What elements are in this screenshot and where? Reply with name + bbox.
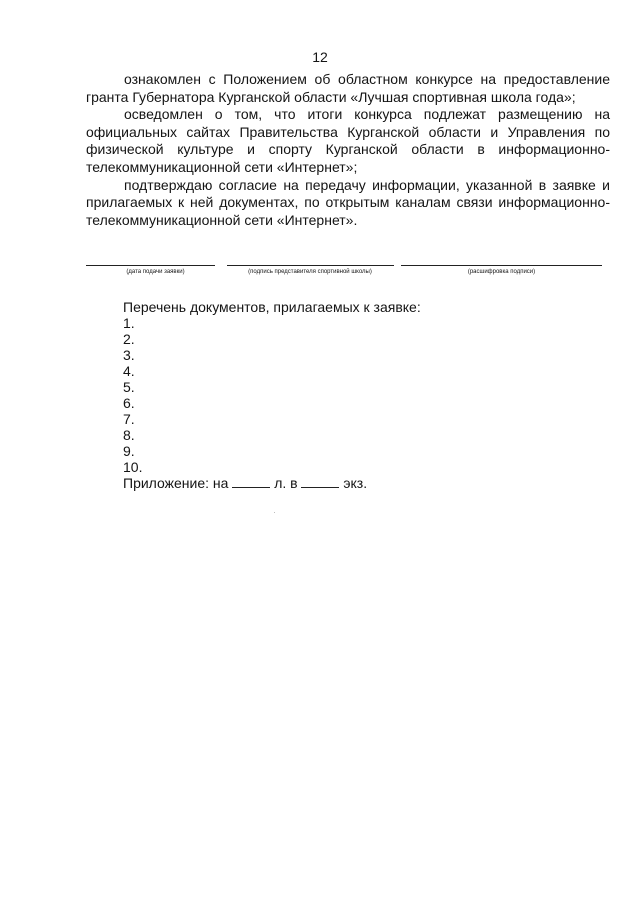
transcript-caption: (расшифровка подписи) [467,269,536,275]
list-item: 1. [123,315,135,331]
pages-blank [232,476,270,488]
transcript-line [401,265,602,266]
copies-blank [301,476,339,488]
documents-heading: Перечень документов, прилагаемых к заявке: [123,299,421,315]
attachment-suffix: экз. [343,475,368,491]
list-item: 9. [123,443,135,459]
consent-text [86,71,610,229]
list-item: 7. [123,411,135,427]
list-item: 6. [123,395,135,411]
signature-caption: (подпись представителя спортивной школы) [248,269,372,275]
date-caption: (дата подачи заявки) [126,269,185,275]
attachment-middle: л. в [274,475,298,491]
date-line [86,265,215,266]
list-item: 10. [123,459,143,475]
documents-list [123,299,421,491]
list-item: 5. [123,379,135,395]
list-item: 4. [123,363,135,379]
paragraph-consent: подтверждаю согласие на передачу информации, указанной в заявке и прилагаемых к ней документах, по открытым каналам связи информационно-телекоммуникационной сети «Интернет». [86,176,610,228]
list-item: 8. [123,427,135,443]
scan-speck [274,512,275,513]
attachment-line [123,475,421,491]
attachment-prefix: Приложение: на [123,475,229,491]
paragraph-informed: осведомлен о том, что итоги конкурса подлежат размещению на официальных сайтах Правительства Курганской области и Управления по физической культуре и спорту Курганской области в информационно-телекоммуникационной сети «Интернет»; [86,106,610,175]
list-item: 2. [123,331,135,347]
signature-line [227,265,394,266]
list-item: 3. [123,347,135,363]
page-number: 12 [312,49,328,65]
paragraph-acquainted: ознакомлен с Положением об областном конкурсе на предоставление гранта Губернатора Курганской области «Лучшая спортивная школа года»; [86,71,610,105]
